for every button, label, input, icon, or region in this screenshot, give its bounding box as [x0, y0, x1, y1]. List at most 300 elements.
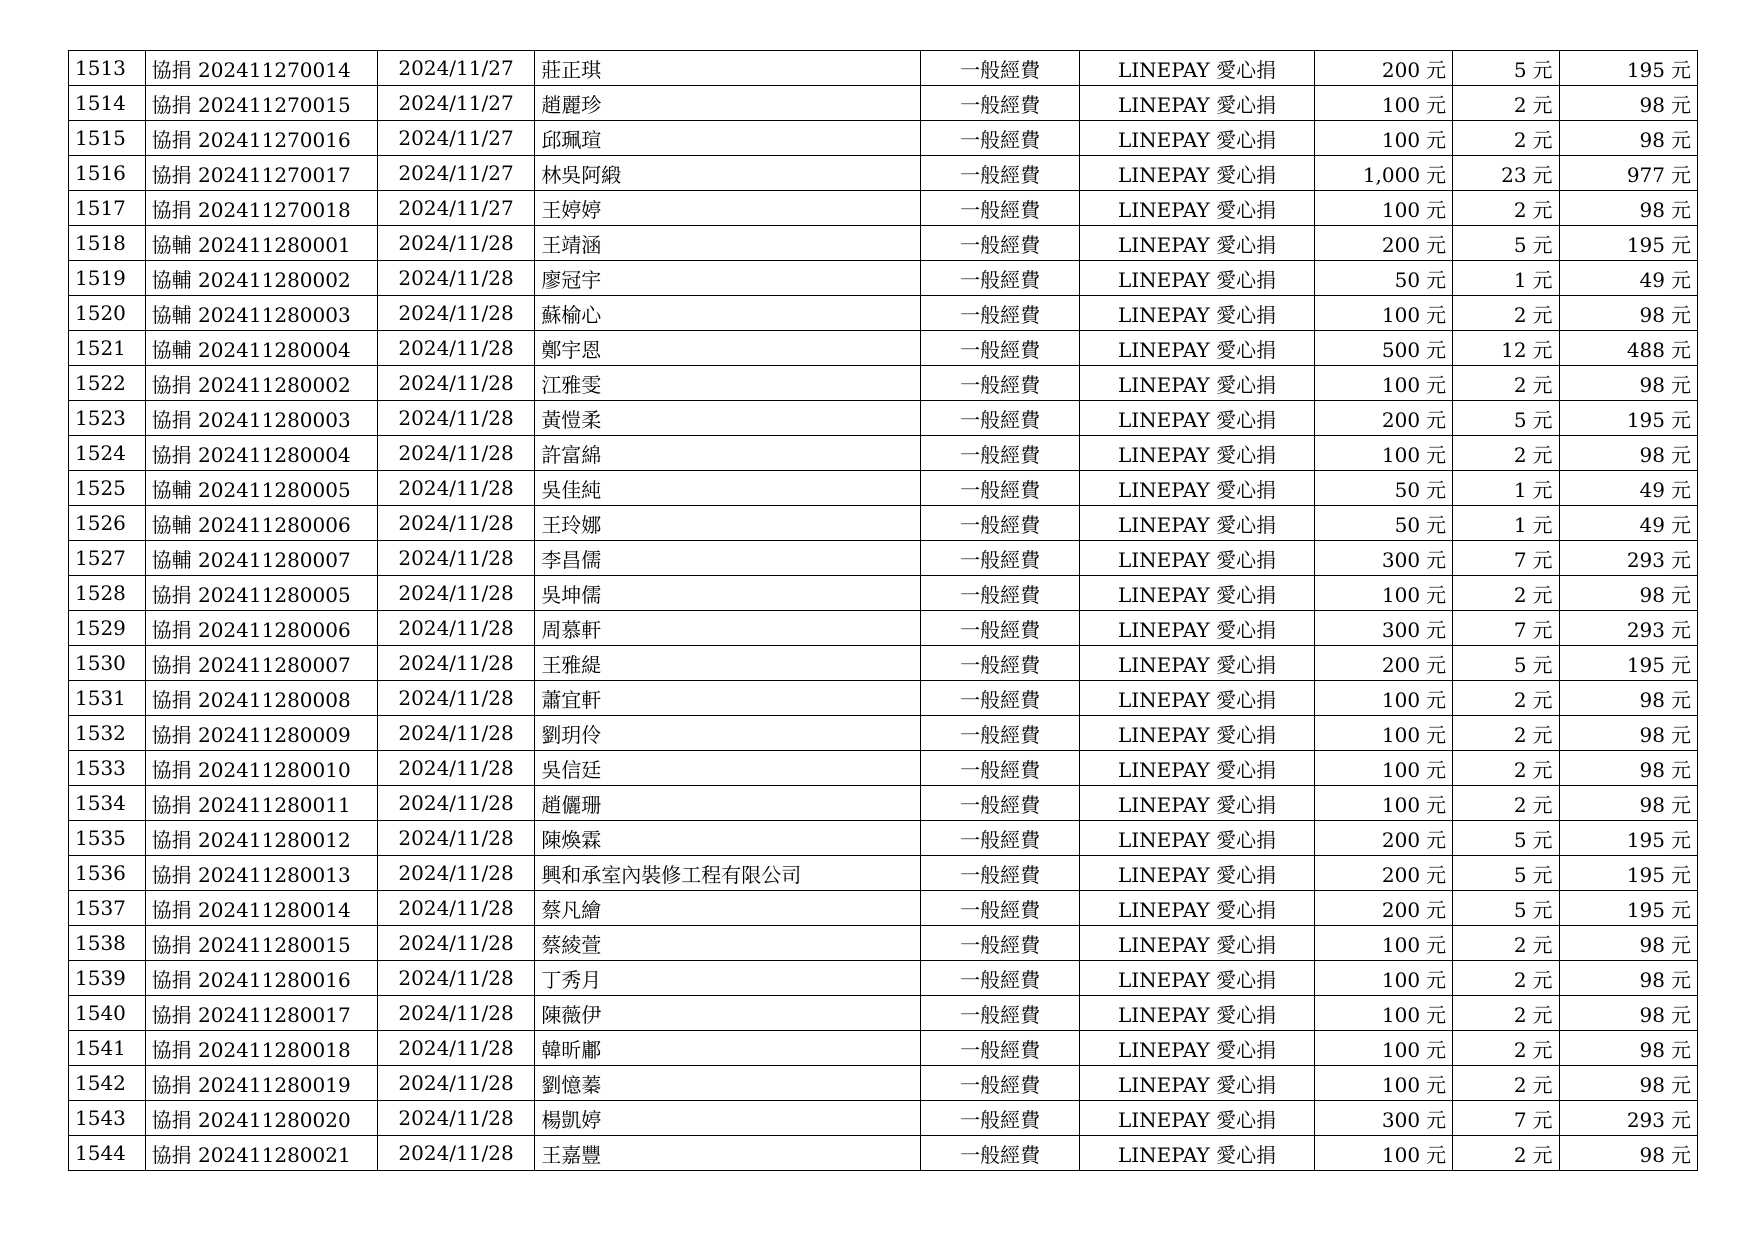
table-row — [69, 296, 1698, 331]
cell-sequence: 1543 — [69, 1101, 146, 1136]
cell-date: 2024/11/28 — [377, 1136, 535, 1171]
currency-unit: 元 — [1671, 652, 1691, 677]
currency-unit: 元 — [1532, 582, 1553, 607]
cell-amount-value: 100 — [1381, 932, 1421, 957]
cell-net-value: 49 — [1639, 267, 1665, 292]
cell-date: 2024/11/28 — [377, 366, 535, 401]
cell-donor-name: 趙儷珊 — [535, 786, 920, 821]
cell-amount-value: 300 — [1381, 1107, 1421, 1132]
cell-fund-type: 一般經費 — [920, 156, 1080, 191]
cell-receipt-code: 協輔 202411280007 — [145, 541, 377, 576]
cell-amount — [1314, 541, 1452, 576]
currency-unit: 元 — [1671, 827, 1691, 852]
cell-net — [1559, 611, 1697, 646]
cell-channel: LINEPAY 愛心捐 — [1080, 1066, 1314, 1101]
currency-unit: 元 — [1426, 267, 1447, 292]
cell-fund-type: 一般經費 — [920, 436, 1080, 471]
cell-sequence: 1516 — [69, 156, 146, 191]
currency-unit: 元 — [1671, 1002, 1691, 1027]
cell-fee — [1453, 1031, 1559, 1066]
cell-fund-type: 一般經費 — [920, 401, 1080, 436]
cell-sequence: 1527 — [69, 541, 146, 576]
cell-net-value: 98 — [1639, 197, 1665, 222]
cell-sequence: 1519 — [69, 261, 146, 296]
cell-date: 2024/11/28 — [377, 401, 535, 436]
cell-sequence: 1539 — [69, 961, 146, 996]
cell-net-value: 195 — [1626, 897, 1665, 922]
cell-net — [1559, 506, 1697, 541]
currency-unit: 元 — [1426, 372, 1447, 397]
cell-date: 2024/11/28 — [377, 226, 535, 261]
cell-fund-type: 一般經費 — [920, 611, 1080, 646]
cell-donor-name: 王婷婷 — [535, 191, 920, 226]
currency-unit: 元 — [1671, 407, 1691, 432]
cell-net — [1559, 366, 1697, 401]
cell-amount-value: 200 — [1381, 407, 1421, 432]
cell-net-value: 98 — [1639, 372, 1665, 397]
currency-unit: 元 — [1671, 512, 1691, 537]
currency-unit: 元 — [1532, 372, 1553, 397]
currency-unit: 元 — [1532, 512, 1553, 537]
cell-net-value: 98 — [1639, 1037, 1665, 1062]
cell-receipt-code: 協捐 202411270017 — [145, 156, 377, 191]
cell-net — [1559, 891, 1697, 926]
cell-amount — [1314, 891, 1452, 926]
cell-channel: LINEPAY 愛心捐 — [1080, 926, 1314, 961]
cell-amount — [1314, 646, 1452, 681]
currency-unit: 元 — [1671, 57, 1691, 82]
cell-fee-value: 5 — [1513, 897, 1527, 922]
currency-unit: 元 — [1426, 407, 1447, 432]
cell-net — [1559, 716, 1697, 751]
cell-fee — [1453, 506, 1559, 541]
cell-net-value: 98 — [1639, 302, 1665, 327]
cell-donor-name: 莊正琪 — [535, 51, 920, 86]
cell-fee-value: 12 — [1501, 337, 1527, 362]
cell-sequence: 1520 — [69, 296, 146, 331]
currency-unit: 元 — [1671, 232, 1691, 257]
cell-fund-type: 一般經費 — [920, 996, 1080, 1031]
table-row — [69, 226, 1698, 261]
cell-amount-value: 200 — [1381, 897, 1421, 922]
cell-channel: LINEPAY 愛心捐 — [1080, 226, 1314, 261]
cell-amount — [1314, 156, 1452, 191]
cell-donor-name: 邱珮瑄 — [535, 121, 920, 156]
table-row — [69, 926, 1698, 961]
currency-unit: 元 — [1671, 1037, 1691, 1062]
currency-unit: 元 — [1532, 862, 1553, 887]
cell-fund-type: 一般經費 — [920, 1066, 1080, 1101]
cell-net-value: 195 — [1626, 652, 1665, 677]
cell-fee — [1453, 856, 1559, 891]
cell-donor-name: 興和承室內裝修工程有限公司 — [535, 856, 920, 891]
cell-donor-name: 蔡凡繪 — [535, 891, 920, 926]
cell-donor-name: 劉憶蓁 — [535, 1066, 920, 1101]
cell-net — [1559, 226, 1697, 261]
currency-unit: 元 — [1532, 1002, 1553, 1027]
cell-fee — [1453, 331, 1559, 366]
cell-donor-name: 王玲娜 — [535, 506, 920, 541]
cell-date: 2024/11/27 — [377, 191, 535, 226]
currency-unit: 元 — [1671, 442, 1691, 467]
table-row — [69, 646, 1698, 681]
cell-receipt-code: 協捐 202411280013 — [145, 856, 377, 891]
table-row — [69, 1101, 1698, 1136]
cell-fee-value: 1 — [1513, 267, 1527, 292]
cell-channel: LINEPAY 愛心捐 — [1080, 86, 1314, 121]
cell-fee — [1453, 996, 1559, 1031]
cell-receipt-code: 協捐 202411280015 — [145, 926, 377, 961]
cell-net — [1559, 86, 1697, 121]
cell-net — [1559, 156, 1697, 191]
cell-channel: LINEPAY 愛心捐 — [1080, 121, 1314, 156]
cell-fee — [1453, 541, 1559, 576]
currency-unit: 元 — [1532, 127, 1553, 152]
cell-amount-value: 100 — [1381, 127, 1421, 152]
cell-donor-name: 丁秀月 — [535, 961, 920, 996]
cell-donor-name: 吳信廷 — [535, 751, 920, 786]
cell-fund-type: 一般經費 — [920, 786, 1080, 821]
cell-net — [1559, 436, 1697, 471]
currency-unit: 元 — [1671, 1107, 1691, 1132]
cell-net — [1559, 996, 1697, 1031]
cell-fee — [1453, 891, 1559, 926]
table-row — [69, 86, 1698, 121]
currency-unit: 元 — [1426, 1002, 1447, 1027]
cell-amount-value: 500 — [1381, 337, 1421, 362]
cell-net-value: 195 — [1626, 407, 1665, 432]
cell-receipt-code: 協捐 202411280008 — [145, 681, 377, 716]
cell-donor-name: 陳薇伊 — [535, 996, 920, 1031]
cell-fee — [1453, 366, 1559, 401]
cell-net-value: 977 — [1626, 162, 1665, 187]
currency-unit: 元 — [1671, 862, 1691, 887]
cell-fund-type: 一般經費 — [920, 961, 1080, 996]
cell-date: 2024/11/28 — [377, 716, 535, 751]
cell-channel: LINEPAY 愛心捐 — [1080, 506, 1314, 541]
cell-donor-name: 蕭宜軒 — [535, 681, 920, 716]
cell-sequence: 1540 — [69, 996, 146, 1031]
cell-date: 2024/11/28 — [377, 681, 535, 716]
cell-fee-value: 2 — [1513, 967, 1527, 992]
cell-net — [1559, 1066, 1697, 1101]
table-row — [69, 961, 1698, 996]
currency-unit: 元 — [1426, 722, 1447, 747]
cell-net-value: 98 — [1639, 722, 1665, 747]
cell-channel: LINEPAY 愛心捐 — [1080, 786, 1314, 821]
cell-amount — [1314, 86, 1452, 121]
cell-amount-value: 50 — [1394, 267, 1421, 292]
cell-fee-value: 2 — [1513, 197, 1527, 222]
currency-unit: 元 — [1532, 897, 1553, 922]
cell-fee — [1453, 926, 1559, 961]
cell-amount-value: 50 — [1394, 477, 1421, 502]
cell-channel: LINEPAY 愛心捐 — [1080, 436, 1314, 471]
currency-unit: 元 — [1671, 302, 1691, 327]
cell-date: 2024/11/28 — [377, 926, 535, 961]
cell-net — [1559, 1101, 1697, 1136]
cell-amount-value: 100 — [1381, 967, 1421, 992]
currency-unit: 元 — [1532, 652, 1553, 677]
table-row — [69, 716, 1698, 751]
cell-fee — [1453, 86, 1559, 121]
cell-fee — [1453, 821, 1559, 856]
cell-channel: LINEPAY 愛心捐 — [1080, 646, 1314, 681]
cell-fee-value: 2 — [1513, 687, 1527, 712]
cell-fee-value: 2 — [1513, 1037, 1527, 1062]
cell-amount — [1314, 716, 1452, 751]
currency-unit: 元 — [1671, 582, 1691, 607]
cell-channel: LINEPAY 愛心捐 — [1080, 401, 1314, 436]
cell-fee — [1453, 611, 1559, 646]
cell-amount — [1314, 261, 1452, 296]
currency-unit: 元 — [1532, 1107, 1553, 1132]
cell-date: 2024/11/28 — [377, 436, 535, 471]
cell-fund-type: 一般經費 — [920, 751, 1080, 786]
cell-net-value: 98 — [1639, 582, 1665, 607]
cell-fund-type: 一般經費 — [920, 926, 1080, 961]
cell-date: 2024/11/28 — [377, 261, 535, 296]
table-row — [69, 611, 1698, 646]
cell-fee — [1453, 51, 1559, 86]
cell-sequence: 1514 — [69, 86, 146, 121]
cell-date: 2024/11/27 — [377, 121, 535, 156]
cell-fee-value: 2 — [1513, 1072, 1527, 1097]
currency-unit: 元 — [1532, 617, 1553, 642]
cell-receipt-code: 協捐 202411280017 — [145, 996, 377, 1031]
cell-fund-type: 一般經費 — [920, 541, 1080, 576]
cell-amount-value: 100 — [1381, 442, 1421, 467]
cell-net-value: 98 — [1639, 127, 1665, 152]
cell-donor-name: 林吳阿緞 — [535, 156, 920, 191]
cell-channel: LINEPAY 愛心捐 — [1080, 1031, 1314, 1066]
cell-amount — [1314, 751, 1452, 786]
cell-amount — [1314, 926, 1452, 961]
cell-sequence: 1533 — [69, 751, 146, 786]
cell-receipt-code: 協捐 202411280002 — [145, 366, 377, 401]
currency-unit: 元 — [1426, 967, 1447, 992]
cell-net — [1559, 541, 1697, 576]
currency-unit: 元 — [1426, 1107, 1447, 1132]
cell-donor-name: 廖冠宇 — [535, 261, 920, 296]
cell-fee — [1453, 1136, 1559, 1171]
cell-fee-value: 2 — [1513, 442, 1527, 467]
cell-date: 2024/11/27 — [377, 86, 535, 121]
cell-channel: LINEPAY 愛心捐 — [1080, 821, 1314, 856]
cell-channel: LINEPAY 愛心捐 — [1080, 191, 1314, 226]
cell-sequence: 1529 — [69, 611, 146, 646]
cell-receipt-code: 協輔 202411280001 — [145, 226, 377, 261]
cell-sequence: 1535 — [69, 821, 146, 856]
table-row — [69, 1136, 1698, 1171]
cell-sequence: 1517 — [69, 191, 146, 226]
cell-fund-type: 一般經費 — [920, 86, 1080, 121]
cell-amount-value: 200 — [1381, 862, 1421, 887]
cell-amount-value: 100 — [1381, 92, 1421, 117]
cell-net-value: 195 — [1626, 57, 1665, 82]
table-row — [69, 821, 1698, 856]
cell-date: 2024/11/28 — [377, 331, 535, 366]
cell-channel: LINEPAY 愛心捐 — [1080, 296, 1314, 331]
cell-fund-type: 一般經費 — [920, 191, 1080, 226]
cell-amount-value: 200 — [1381, 652, 1421, 677]
cell-fee — [1453, 961, 1559, 996]
cell-amount — [1314, 821, 1452, 856]
cell-fee-value: 2 — [1513, 92, 1527, 117]
cell-fee — [1453, 436, 1559, 471]
cell-fee — [1453, 751, 1559, 786]
cell-date: 2024/11/28 — [377, 891, 535, 926]
cell-net-value: 49 — [1639, 477, 1665, 502]
cell-fee-value: 2 — [1513, 1002, 1527, 1027]
cell-receipt-code: 協捐 202411280014 — [145, 891, 377, 926]
cell-donor-name: 江雅雯 — [535, 366, 920, 401]
cell-sequence: 1524 — [69, 436, 146, 471]
currency-unit: 元 — [1426, 302, 1447, 327]
currency-unit: 元 — [1426, 57, 1447, 82]
cell-donor-name: 王嘉豐 — [535, 1136, 920, 1171]
currency-unit: 元 — [1426, 1072, 1447, 1097]
cell-fund-type: 一般經費 — [920, 471, 1080, 506]
currency-unit: 元 — [1426, 162, 1447, 187]
cell-net-value: 98 — [1639, 442, 1665, 467]
cell-donor-name: 許富綿 — [535, 436, 920, 471]
cell-amount — [1314, 226, 1452, 261]
cell-receipt-code: 協捐 202411280010 — [145, 751, 377, 786]
cell-channel: LINEPAY 愛心捐 — [1080, 751, 1314, 786]
table-row — [69, 506, 1698, 541]
cell-fee — [1453, 296, 1559, 331]
currency-unit: 元 — [1671, 372, 1691, 397]
currency-unit: 元 — [1532, 477, 1553, 502]
currency-unit: 元 — [1426, 477, 1447, 502]
currency-unit: 元 — [1671, 792, 1691, 817]
cell-receipt-code: 協捐 202411280006 — [145, 611, 377, 646]
currency-unit: 元 — [1671, 1072, 1691, 1097]
cell-net-value: 195 — [1626, 232, 1665, 257]
cell-net — [1559, 1031, 1697, 1066]
cell-sequence: 1544 — [69, 1136, 146, 1171]
cell-fund-type: 一般經費 — [920, 366, 1080, 401]
currency-unit: 元 — [1671, 722, 1691, 747]
cell-net — [1559, 786, 1697, 821]
cell-sequence: 1528 — [69, 576, 146, 611]
table-row — [69, 51, 1698, 86]
cell-amount — [1314, 506, 1452, 541]
cell-donor-name: 陳煥霖 — [535, 821, 920, 856]
cell-receipt-code: 協捐 202411280012 — [145, 821, 377, 856]
cell-net-value: 98 — [1639, 932, 1665, 957]
cell-fee-value: 7 — [1513, 547, 1527, 572]
cell-amount — [1314, 296, 1452, 331]
cell-amount — [1314, 1136, 1452, 1171]
currency-unit: 元 — [1671, 967, 1691, 992]
table-row — [69, 1066, 1698, 1101]
currency-unit: 元 — [1532, 57, 1553, 82]
cell-donor-name: 吳佳純 — [535, 471, 920, 506]
cell-net — [1559, 926, 1697, 961]
cell-fund-type: 一般經費 — [920, 331, 1080, 366]
currency-unit: 元 — [1426, 652, 1447, 677]
cell-amount — [1314, 611, 1452, 646]
cell-amount — [1314, 331, 1452, 366]
cell-fee — [1453, 646, 1559, 681]
currency-unit: 元 — [1532, 1037, 1553, 1062]
cell-fee — [1453, 716, 1559, 751]
currency-unit: 元 — [1532, 407, 1553, 432]
cell-sequence: 1513 — [69, 51, 146, 86]
cell-donor-name: 楊凱婷 — [535, 1101, 920, 1136]
cell-fee-value: 7 — [1513, 1107, 1527, 1132]
currency-unit: 元 — [1532, 827, 1553, 852]
cell-fee-value: 5 — [1513, 407, 1527, 432]
cell-date: 2024/11/27 — [377, 51, 535, 86]
table-row — [69, 996, 1698, 1031]
currency-unit: 元 — [1426, 827, 1447, 852]
cell-channel: LINEPAY 愛心捐 — [1080, 681, 1314, 716]
currency-unit: 元 — [1532, 197, 1553, 222]
table-row — [69, 856, 1698, 891]
cell-amount — [1314, 121, 1452, 156]
cell-fee — [1453, 191, 1559, 226]
cell-net-value: 195 — [1626, 827, 1665, 852]
cell-net — [1559, 471, 1697, 506]
cell-channel: LINEPAY 愛心捐 — [1080, 1136, 1314, 1171]
cell-amount-value: 300 — [1381, 547, 1421, 572]
cell-receipt-code: 協輔 202411280005 — [145, 471, 377, 506]
cell-receipt-code: 協輔 202411280004 — [145, 331, 377, 366]
table-row — [69, 541, 1698, 576]
cell-channel: LINEPAY 愛心捐 — [1080, 541, 1314, 576]
cell-net — [1559, 121, 1697, 156]
cell-net — [1559, 191, 1697, 226]
cell-fee-value: 2 — [1513, 372, 1527, 397]
cell-channel: LINEPAY 愛心捐 — [1080, 576, 1314, 611]
currency-unit: 元 — [1671, 92, 1691, 117]
cell-fund-type: 一般經費 — [920, 121, 1080, 156]
cell-fee-value: 1 — [1513, 512, 1527, 537]
table-row — [69, 401, 1698, 436]
currency-unit: 元 — [1671, 617, 1691, 642]
cell-channel: LINEPAY 愛心捐 — [1080, 366, 1314, 401]
cell-sequence: 1515 — [69, 121, 146, 156]
cell-fee — [1453, 226, 1559, 261]
cell-date: 2024/11/28 — [377, 576, 535, 611]
cell-net — [1559, 856, 1697, 891]
cell-fee-value: 2 — [1513, 582, 1527, 607]
cell-amount — [1314, 961, 1452, 996]
currency-unit: 元 — [1532, 1072, 1553, 1097]
cell-fee-value: 5 — [1513, 652, 1527, 677]
cell-sequence: 1530 — [69, 646, 146, 681]
currency-unit: 元 — [1426, 792, 1447, 817]
cell-receipt-code: 協捐 202411280019 — [145, 1066, 377, 1101]
cell-sequence: 1518 — [69, 226, 146, 261]
cell-date: 2024/11/28 — [377, 646, 535, 681]
currency-unit: 元 — [1532, 92, 1553, 117]
cell-net-value: 98 — [1639, 757, 1665, 782]
cell-sequence: 1525 — [69, 471, 146, 506]
cell-donor-name: 韓昕鄘 — [535, 1031, 920, 1066]
cell-donor-name: 王靖涵 — [535, 226, 920, 261]
cell-fund-type: 一般經費 — [920, 1031, 1080, 1066]
cell-receipt-code: 協捐 202411280016 — [145, 961, 377, 996]
cell-net — [1559, 646, 1697, 681]
cell-amount-value: 50 — [1394, 512, 1421, 537]
currency-unit: 元 — [1532, 302, 1553, 327]
cell-fee — [1453, 1101, 1559, 1136]
cell-receipt-code: 協捐 202411270016 — [145, 121, 377, 156]
